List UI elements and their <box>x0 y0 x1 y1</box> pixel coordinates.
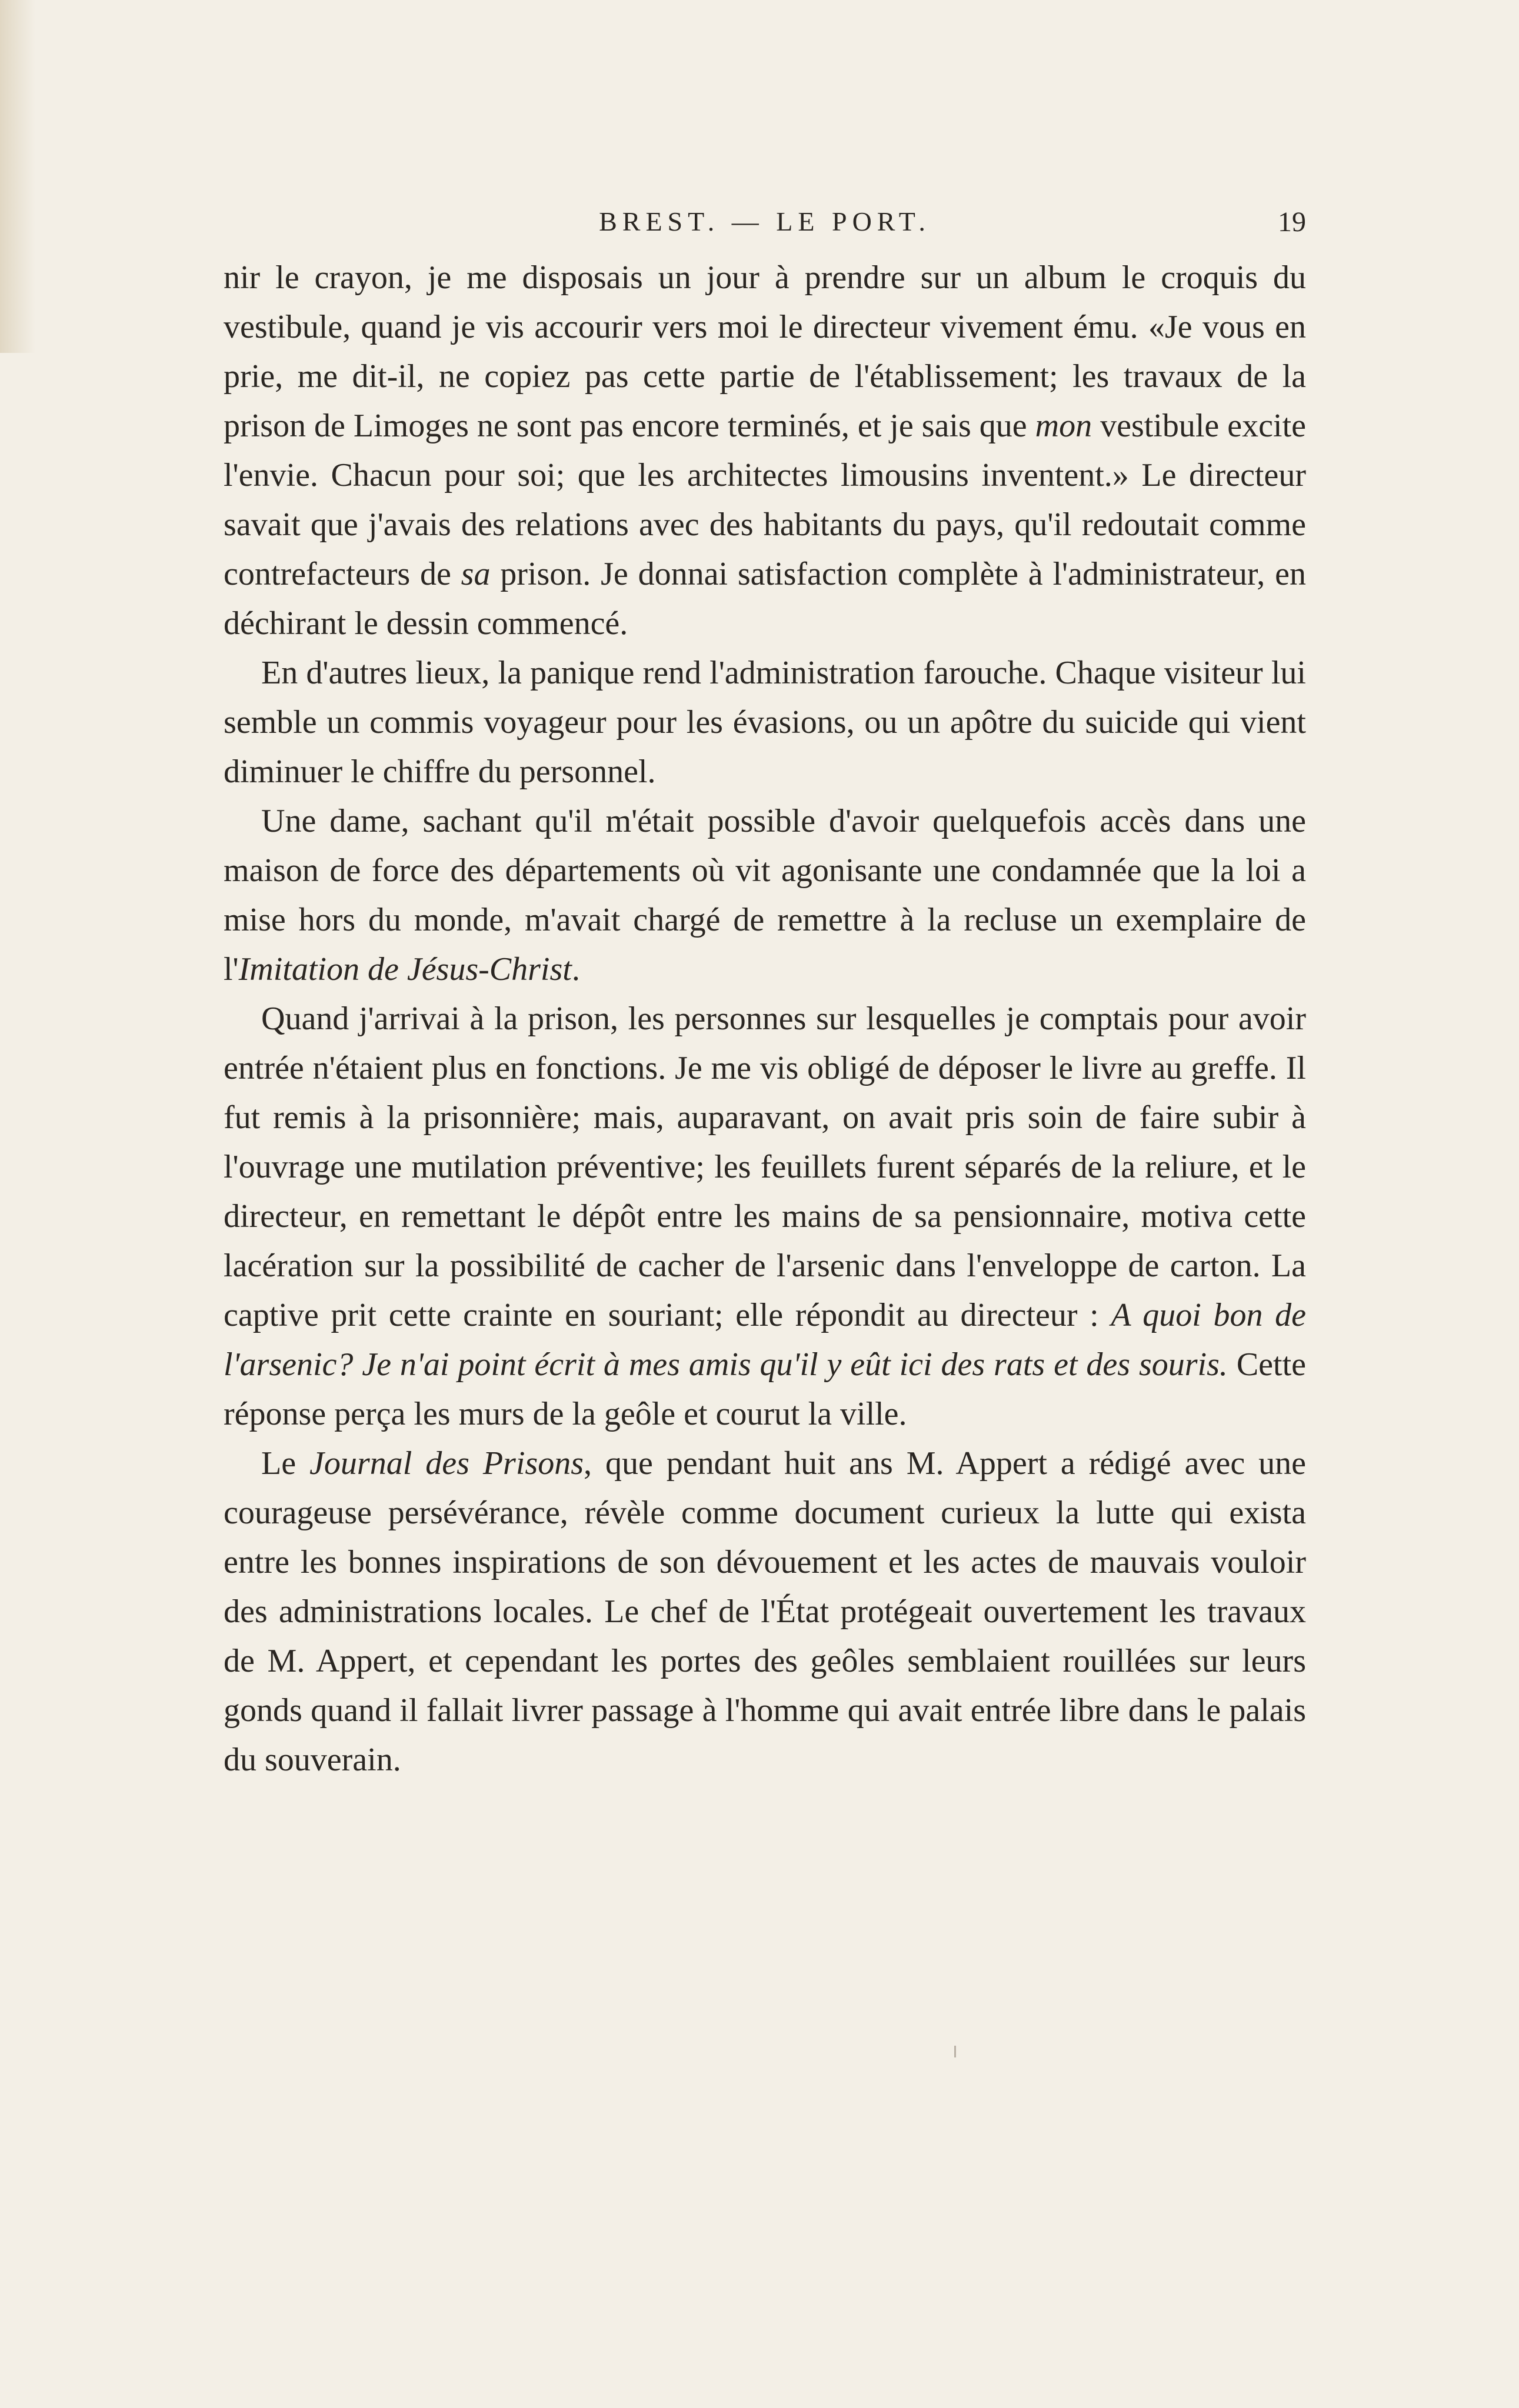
text-segment: En d'autres lieux, la panique rend l'administration farouche. Chaque visiteur lui semble un commis voyageur pour les évasions, ou un apôtre du suicide qui vient diminuer le chiffre du personnel. <box>224 655 1306 790</box>
text-segment: . <box>571 951 580 988</box>
body-text <box>224 253 1306 1785</box>
paragraph-4 <box>224 994 1306 1439</box>
italic-segment: Imitation de Jésus-Christ <box>238 951 572 988</box>
text-segment: Le <box>261 1445 310 1482</box>
text-segment: , que pendant huit ans M. Appert a rédigé avec une courageuse persévérance, révèle comme document curieux la lutte qui exista entre les bonnes inspirations de son dévouement et les actes de mauvais vouloir des administrations locales. Le chef de l'État protégeait ouvertement les travaux de M. Appert, et cependant les portes des geôles semblaient rouillées sur leurs gonds quand il fallait livrer passage à l'homme qui avait entrée libre dans le palais du souverain. <box>224 1445 1307 1778</box>
text-segment: vestibule excite l'envie. Chacun pour soi; que les architectes limousins inventent.» Le directeur savait que j'avais des relations avec des habitants du pays, qu'il redoutait comme contrefacteurs de <box>224 408 1306 592</box>
paragraph-3 <box>224 796 1306 994</box>
paragraph-2 <box>224 648 1306 796</box>
italic-segment: sa <box>461 556 491 592</box>
page-header <box>224 206 1306 247</box>
text-segment: Cette réponse perça les murs de la geôle et courut la ville. <box>224 1346 1306 1432</box>
paper-stain <box>0 0 35 353</box>
italic-segment: mon <box>1035 408 1092 444</box>
paragraph-5 <box>224 1439 1306 1785</box>
running-head: BREST. — LE PORT. <box>599 206 931 236</box>
text-segment: prison. Je donnai satisfaction complète à l'administrateur, en déchirant le dessin commencé. <box>224 556 1306 642</box>
ink-mark <box>954 2046 956 2057</box>
text-segment: Quand j'arrivai à la prison, les personnes sur lesquelles je comptais pour avoir entrée n'étaient plus en fonctions. Je me vis obligé de déposer le livre au greffe. Il fut remis à la prisonnière; mais, auparavant, on avait pris soin de faire subir à l'ouvrage une mutilation préventive; les feuillets furent séparés de la reliure, et le directeur, en remettant le dépôt entre les mains de sa pensionnaire, motiva cette lacération sur la possibilité de cacher de l'arsenic dans l'enveloppe de carton. La captive prit cette crainte en souriant; elle répondit au directeur : <box>224 1000 1306 1333</box>
text-segment: Une dame, sachant qu'il m'était possible d'avoir quelquefois accès dans une maison de force des départements où vit agonisante une condamnée que la loi a mise hors du monde, m'avait chargé de remettre à la recluse un exemplaire de l' <box>224 803 1306 988</box>
text-segment: nir le crayon, je me disposais un jour à prendre sur un album le croquis du vestibule, quand je vis accourir vers moi le directeur vivement ému. «Je vous en prie, me dit-il, ne copiez pas cette partie de l'établissement; les travaux de la prison de Limoges ne sont pas encore terminés, et je sais que <box>224 259 1306 444</box>
italic-segment: Journal des Prisons <box>309 1445 584 1482</box>
page-number: 19 <box>1278 206 1306 238</box>
italic-segment: A quoi bon de l'arsenic? Je n'ai point écrit à mes amis qu'il y eût ici des rats et des souris. <box>224 1297 1306 1383</box>
paragraph-1 <box>224 253 1306 648</box>
